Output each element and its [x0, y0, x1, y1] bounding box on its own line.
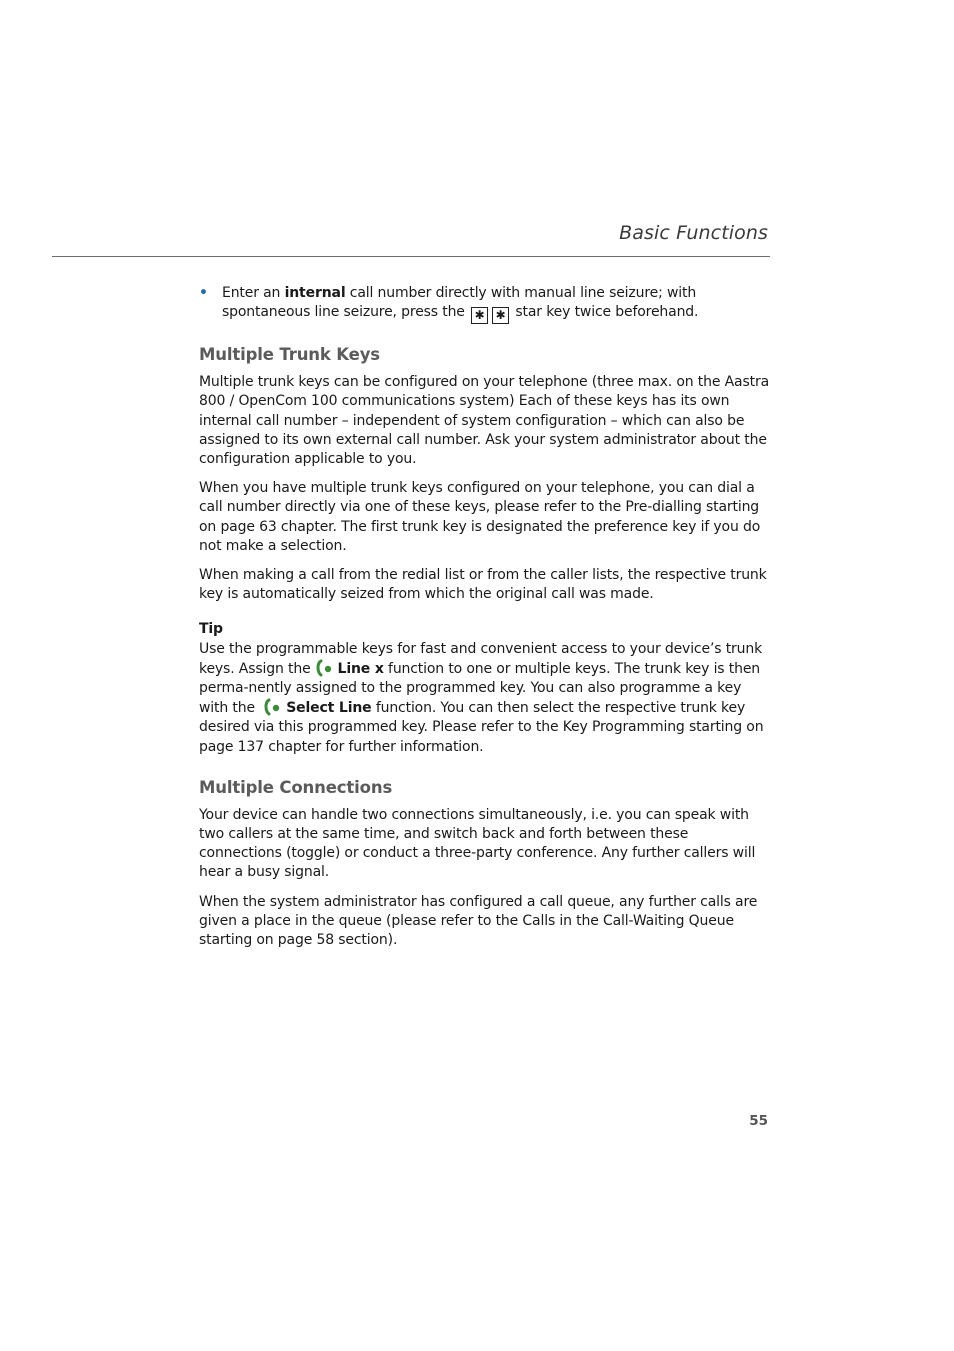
header-rule	[52, 256, 770, 257]
tip-bold-line-x: Line x	[337, 660, 384, 677]
bullet-dot: •	[199, 285, 208, 301]
star-key-icon: ✱	[492, 307, 509, 324]
page-number: 55	[749, 1113, 768, 1129]
trunk-paragraph-1: Multiple trunk keys can be configured on your telephone (three max. on the Aastra 800 / OpenCom 100 communications system) Each of these keys has its own internal call number – independent of system configuration – which can also be assigned to its own external call number. Ask your system administrator about the configuration applicable to you.	[199, 374, 769, 468]
bullet-bold-internal: internal	[284, 285, 346, 301]
connections-paragraph-1: Your device can handle two connections simultaneously, i.e. you can speak with two callers at the same time, and switch back and forth between these connections (toggle) or conduct a three-party conference. Any further callers will hear a busy signal.	[199, 806, 756, 881]
bullet-text-1: Enter an	[222, 285, 285, 301]
tip-text-1: Use the programmable keys for fast and convenient access to your device’s trunk keys. Assign the	[199, 640, 763, 677]
tip-label: Tip	[199, 621, 223, 638]
line-key-icon	[263, 698, 283, 716]
tip-paragraph	[199, 640, 769, 757]
page-header-title: Basic Functions	[619, 222, 768, 244]
section-heading-connections: Multiple Connections	[199, 777, 393, 797]
tip-text-3: function. You can then select the respective trunk key desired via this programmed key. Please refer to the Key Programming starting on page 137 chapter for further information.	[199, 700, 764, 755]
star-key-icon: ✱	[471, 307, 488, 324]
tip-text-2: function to one or multiple keys. The trunk key is then perma-nently assigned to the programmed key. You can also programme a key with the	[199, 660, 760, 717]
bullet-text-3: star key twice beforehand.	[515, 304, 699, 321]
bullet-text-2: call number directly with manual line seizure; with spontaneous line seizure, press the	[222, 285, 697, 321]
bullet-item	[199, 284, 769, 324]
trunk-paragraph-2: When you have multiple trunk keys configured on your telephone, you can dial a call number directly via one of these keys, please refer to the Pre-dialling starting on page 63 chapter. The first trunk key is designated the preference key if you do not make a selection.	[199, 480, 761, 554]
line-key-icon	[315, 659, 335, 677]
page-content	[199, 284, 769, 960]
trunk-paragraph-3: When making a call from the redial list or from the caller lists, the respective trunk key is automatically seized from which the original call was made.	[199, 567, 767, 603]
connections-paragraph-2: When the system administrator has configured a call queue, any further calls are given a place in the queue (please refer to the Calls in the Call-Waiting Queue starting on page 58 section).	[199, 893, 758, 949]
tip-bold-select-line: Select Line	[286, 700, 372, 717]
section-heading-trunk: Multiple Trunk Keys	[199, 345, 380, 365]
